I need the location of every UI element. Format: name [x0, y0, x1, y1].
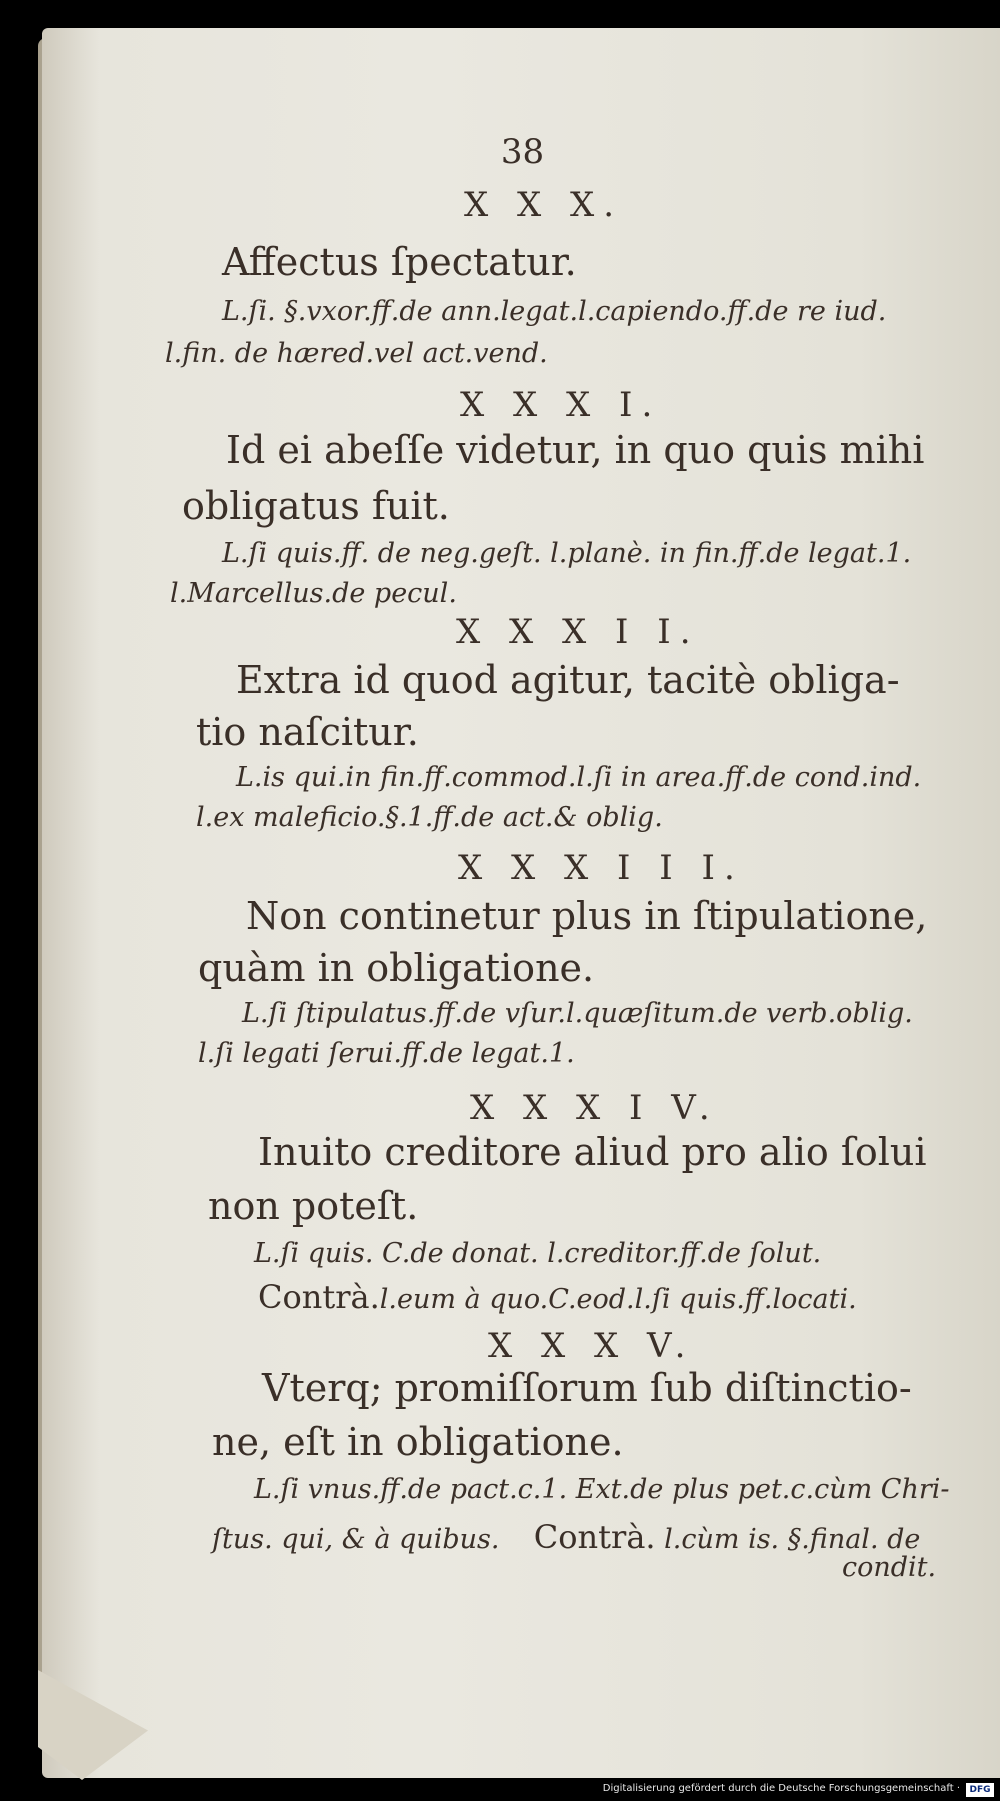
contra-citation: [258, 1278, 857, 1316]
contra-citation-text: l.eum à quo.C.eod.l.ſi quis.ff.locati.: [379, 1284, 857, 1315]
page-number: 38: [500, 132, 545, 172]
citation-line: L.ſi quis. C.de donat. l.creditor.ff.de ſolut.: [254, 1238, 822, 1269]
maxim-line: tio naſcitur.: [196, 710, 419, 754]
citation-line: L.is qui.in fin.ff.commod.l.ſi in area.ff.de cond.ind.: [236, 762, 922, 793]
citation-line: L.ſi quis.ff. de neg.geſt. l.planè. in fin.ff.de legat.1.: [222, 538, 912, 569]
maxim-line: Affectus ſpectatur.: [222, 240, 577, 284]
citation-line: condit.: [842, 1552, 937, 1583]
section-numeral: X X X V.: [488, 1326, 695, 1366]
maxim-line: Extra id quod agitur, tacitè obliga-: [236, 658, 900, 702]
section-numeral: X X X I I I.: [458, 848, 744, 888]
maxim-line: Vterq; promiſſorum ſub diſtinctio-: [262, 1366, 912, 1410]
citation-line: l.fin. de hæred.vel act.vend.: [165, 338, 548, 369]
maxim-line: Inuito creditore aliud pro alio ſolui: [258, 1130, 927, 1174]
digitization-footer: [0, 1780, 1000, 1801]
section-numeral: X X X I I.: [456, 612, 700, 652]
contra-label: Contrà.: [533, 1518, 656, 1556]
citation-line: l.ex maleficio.§.1.ff.de act.& oblig.: [196, 802, 663, 833]
citation-line: l.Marcellus.de pecul.: [170, 578, 457, 609]
citation-line: [212, 1518, 920, 1556]
maxim-line: obligatus fuit.: [182, 484, 450, 528]
citation-text: ſtus. qui, & à quibus.: [212, 1524, 500, 1555]
maxim-line: non poteſt.: [208, 1184, 419, 1228]
funding-credit: Digitalisierung gefördert durch die Deutsche Forschungsgemeinschaft ·: [602, 1783, 960, 1794]
section-numeral: X X X I.: [460, 385, 662, 425]
citation-line: L.ſi. §.vxor.ff.de ann.legat.l.capiendo.ff.de re iud.: [222, 296, 887, 327]
citation-line: L.ſi ſtipulatus.ff.de vſur.l.quæſitum.de verb.oblig.: [242, 998, 913, 1029]
maxim-line: Non continetur plus in ſtipulatione,: [246, 894, 928, 938]
dfg-logo: DFG: [966, 1783, 994, 1797]
section-numeral: X X X I V.: [470, 1088, 719, 1128]
contra-citation-text: l.cùm is. §.final. de: [664, 1524, 921, 1555]
citation-line: L.ſi vnus.ff.de pact.c.1. Ext.de plus pet.c.cùm Chri-: [254, 1474, 950, 1505]
contra-label: Contrà.: [258, 1278, 380, 1316]
citation-line: l.ſi legati ſerui.ff.de legat.1.: [198, 1038, 575, 1069]
section-numeral: X X X.: [464, 185, 624, 225]
maxim-line: quàm in obligatione.: [198, 946, 595, 990]
maxim-line: Id ei abeſſe videtur, in quo quis mihi: [226, 428, 925, 472]
maxim-line: ne, eſt in obligatione.: [212, 1420, 624, 1464]
